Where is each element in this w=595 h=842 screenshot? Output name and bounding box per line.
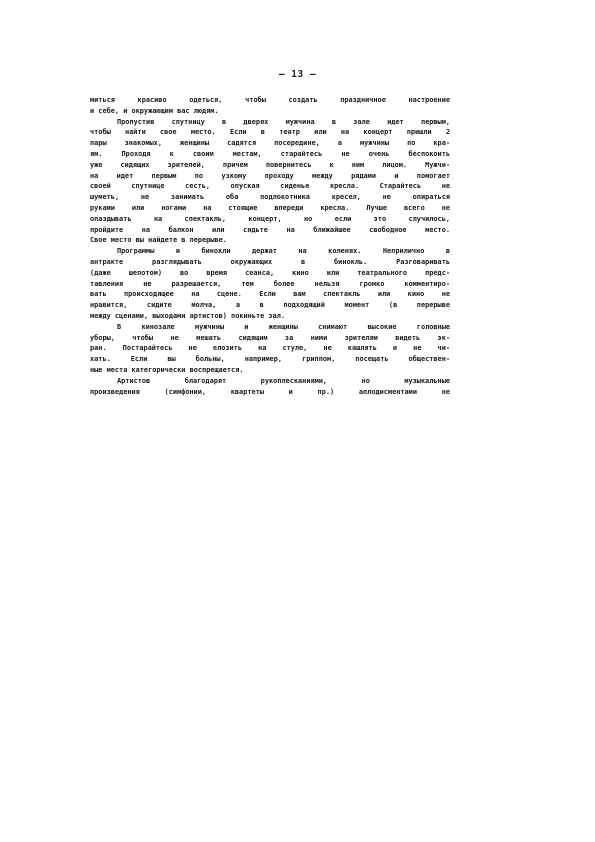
body-text	[90, 95, 450, 397]
text-line: между сценами, выходами артистов) покиньте зал.	[90, 311, 285, 320]
text-line: уборы, чтобы не мешать сидящим за ними зрителям видеть эк-	[90, 333, 450, 342]
text-line: Свое место вы найдете в перерыве.	[90, 236, 227, 245]
text-line: пройдите на балкон или сядьте на ближайшее свободное место.	[90, 225, 450, 234]
text-line: вать происходящее на сцене. Если вам спектакль или кино не	[90, 290, 450, 299]
text-line: уже сидящих зрителей, причем повернитесь к ним лицом. Мужчи-	[90, 160, 450, 169]
text-line: антракте разглядывать окружающих в бинокль. Разговаривать	[90, 257, 450, 266]
text-line: ные места категорически воспрещается.	[90, 365, 244, 374]
text-line: своей спутнице сесть, опуская сиденье кресла. Старайтесь не	[90, 182, 450, 191]
text-line: ран. Постарайтесь не елозить на стуле, не кашлять и не чи-	[90, 344, 450, 353]
text-line: миться красиво одеться, чтобы создать праздничное настроение	[90, 96, 450, 104]
text-line: опаздывать на спектакль, концерт, но если это случилось,	[90, 214, 450, 223]
text-line: тавления не разрешается, тем более нельзя громко комментиро-	[90, 279, 450, 288]
text-line: ям. Проходя к своим местам, старайтесь не очень беспокоить	[90, 149, 450, 158]
text-line: Пропустив спутницу в дверях мужчина в зале идет первым,	[117, 117, 450, 126]
text-line: руками или ногами на стоящие впереди кресла. Лучше всего не	[90, 203, 450, 212]
text-line: (даже шепотом) во время сеанса, кино или театрального предс-	[90, 268, 450, 277]
text-line: хать. Если вы больны, например, гриппом, посещать обществен-	[90, 355, 450, 364]
text-line: Программы и бинокли держат на коленях. Неприлично в	[117, 247, 450, 256]
page-number: – 13 –	[278, 69, 317, 80]
text-line: Артистов благодарят рукоплесканиями, но музыкальные	[117, 376, 450, 385]
text-line: шуметь, не занимать оба подлокотника кресел, не опираться	[90, 193, 450, 202]
text-line: В кинозале мужчины и женщины снимают высокие головные	[117, 322, 450, 331]
text-line: нравится, сидите молча, а в подходящий момент (в перерыве	[90, 301, 450, 310]
text-line: пары знакомых, женщины садятся посередине, а мужчины по кра-	[90, 139, 450, 148]
text-line: и себе, и окружающим вас людям.	[90, 106, 219, 115]
text-line: чтобы найти свое место. Если в театр или на концерт пришли 2	[90, 128, 450, 137]
text-line: произведения (симфонии, квартеты и пр.) аплодисментами не	[90, 387, 450, 396]
text-line: на идет первым по узкому проходу между рядами и помогает	[90, 171, 450, 180]
